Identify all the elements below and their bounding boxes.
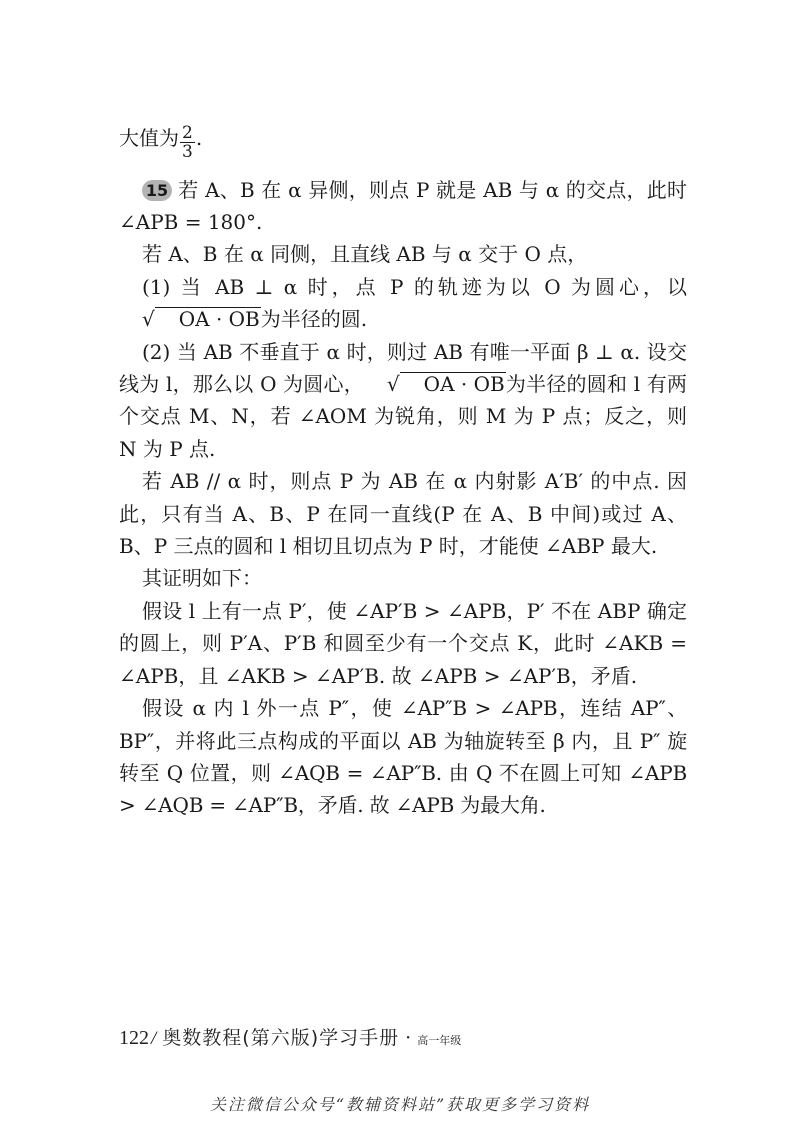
- paragraph-problem-15: 15 若 A、B 在 α 异侧，则点 P 就是 AB 与 α 的交点，此时 ∠APB = 180°.: [119, 177, 687, 234]
- paragraph-parallel-case: 若 AB // α 时，则点 P 为 AB 在 α 内射影 A′B′ 的中点. 因此，只有当 A、B、P 在同一直线(P 在 A、B 中间)或过 A、B、P 三点的圆和 l 相切且切点为 P 时，才能使 ∠ABP 最大.: [119, 469, 687, 559]
- fraction-denominator: 3: [182, 142, 193, 163]
- footer-separator: /: [151, 1028, 157, 1049]
- radical-sign: √: [386, 372, 400, 397]
- radical-sign: √: [142, 307, 155, 332]
- square-root: [119, 303, 261, 335]
- footer-dot: ·: [405, 1027, 412, 1049]
- solution-text: [119, 122, 687, 822]
- radicand: OA · OB: [155, 307, 261, 331]
- book-title: 奥数教程(第六版)学习手册: [162, 1027, 400, 1049]
- radicand: OA · OB: [400, 372, 506, 396]
- page-footer: [119, 1023, 461, 1050]
- problem-number-badge: 15: [142, 180, 172, 201]
- paragraph-proof-intro: 其证明如下：: [142, 566, 262, 591]
- paragraph-same-side: 若 A、B 在 α 同侧，且直线 AB 与 α 交于 O 点，: [142, 242, 588, 267]
- fraction-numerator: 2: [182, 122, 193, 143]
- paragraph-proof-1: 假设 l 上有一点 P′，使 ∠AP′B > ∠APB，P′ 不在 ABP 确定的圆上，则 P′A、P′B 和圆至少有一个交点 K，此时 ∠AKB = ∠APB，且 ∠AKB > ∠AP′B. 故 ∠APB > ∠AP′B，矛盾.: [119, 598, 687, 688]
- page-number: 122: [119, 1027, 149, 1049]
- paragraph-case-2: (2) 当 AB 不垂直于 α 时，则过 AB 有唯一平面 β ⊥ α. 设交线为 l，那么以 O 为圆心， √ OA · OB为半径的圆和 l 有两个交点 M、N，若 ∠AOM 为锐角，则 M 为 P 点；反之，则 N 为 P 点.: [119, 339, 687, 461]
- paragraph-proof-2: 假设 α 内 l 外一点 P″，使 ∠AP″B > ∠APB，连结 AP″、BP″，并将此三点构成的平面以 AB 为轴旋转至 β 内，且 P″ 旋转至 Q 位置，则 ∠AQB = ∠AP″B. 由 Q 不在圆上可知 ∠APB > ∠AQB = ∠AP″B，矛盾. 故 ∠APB 为最大角.: [119, 696, 687, 818]
- fraction: [180, 124, 195, 162]
- paragraph-max-value: 大值为 $\frac{2}{3}$ .: [119, 122, 203, 163]
- watermark-text: 关注微信公众号“教辅资料站”获取更多学习资料: [209, 1095, 591, 1114]
- square-root: [364, 368, 506, 400]
- paragraph-case-1: (1) 当 AB ⊥ α 时，点 P 的轨迹为以 O 为圆心，以√ OA · OB为半径的圆.: [119, 271, 687, 336]
- grade-label: 高一年级: [417, 1034, 462, 1047]
